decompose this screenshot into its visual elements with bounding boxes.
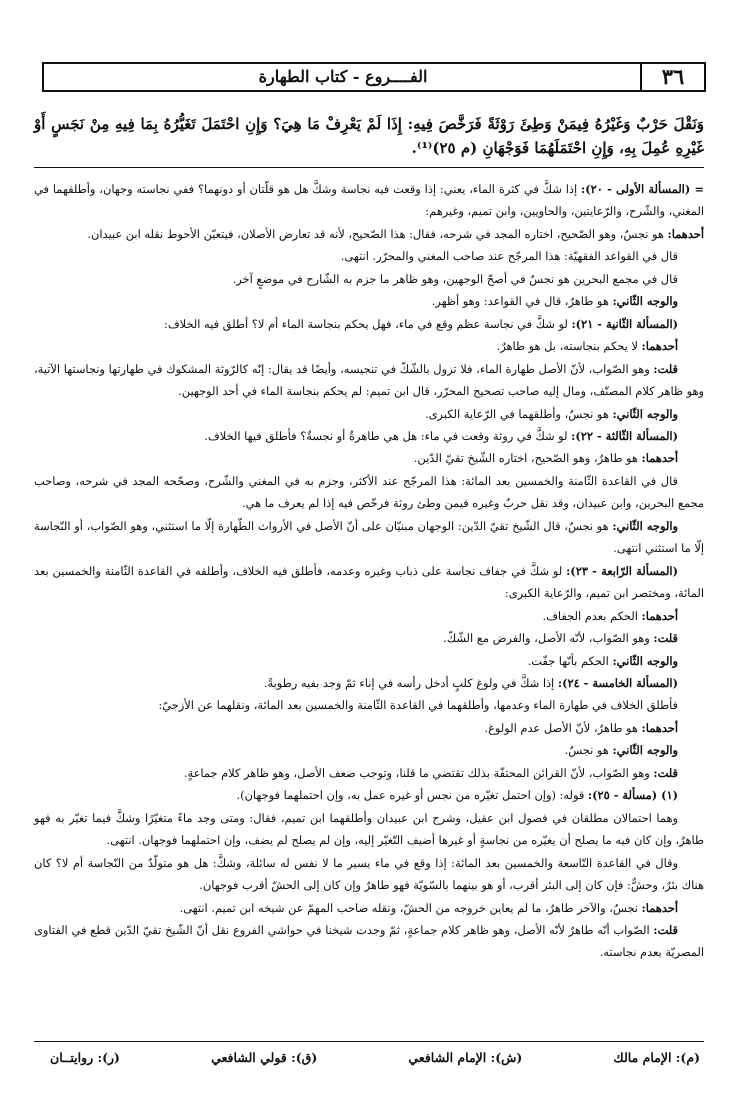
legend-qawlay-shafii: (ق): قولي الشافعي — [211, 1050, 318, 1065]
page-title: الفــــروع - كتاب الطهارة — [258, 67, 428, 86]
paragraph-text: لو شكَّ في جفاف نجاسة على ذباب وغيره وعدمه، فأطلق فيه الخلاف، وأطلقه في القاعدة الثّامنة والخمسين بعد المائة، ومختصر ابن تميم، والرّعاية الكبرى: — [34, 563, 704, 601]
commentary-paragraph — [34, 335, 704, 357]
paragraph-text: هو طاهرٌ، لأنّ الأصل عدم الولوغ. — [484, 720, 642, 735]
commentary-paragraph — [34, 560, 704, 605]
paragraph-text: لو شكَّ في روثة وقعت في ماء: هل هي طاهرةٌ أو نجسةٌ؟ فأطلق فيها الخلاف. — [204, 428, 572, 443]
paragraph-lead: أحدهما: — [641, 339, 678, 354]
paragraph-lead: والوجه الثّاني: — [612, 653, 678, 668]
paragraph-text: نجسٌ، والآخر طاهرٌ، ما لم يعاين خروجه من الحشّ، ونقله صاحب المهمّ عن شيخه ابن تميم. انتهى. — [179, 900, 642, 915]
paragraph-text: هو طاهرٌ، وهو الصّحيح، اختاره الشّيخ تقيّ الدّين. — [413, 451, 642, 466]
commentary-paragraph — [34, 762, 704, 784]
paragraph-lead: والوجه الثّاني: — [612, 406, 678, 421]
commentary-paragraph — [34, 807, 704, 852]
paragraph-text: هو نجسٌ، قال الشّيخ تقيّ الدّين: الوجهان مبنيّان على أنّ الأصل في الأرواث الطّهارة إلّا ما استثني، وهو الصّواب، أو النّجاسة إلّا ما استثني انتهى. — [34, 518, 704, 556]
paragraph-text: فأطلق الخلاف في طهارة الماء وعدمها، وأطلقهما في القاعدة الثّامنة والخمسين بعد المائة، ونقلهما عن الأزجيّ: — [158, 698, 678, 713]
paragraph-lead: أحدهما: — [641, 720, 678, 735]
paragraph-lead: والوجه الثّاني: — [612, 743, 678, 758]
paragraph-lead: قلت: — [653, 631, 678, 646]
paragraph-text: قوله: (وإن احتمل تغيّره من نجس أو غيره عمل به، وإن احتملهما فوجهان). — [236, 788, 588, 803]
paragraph-text: قال في القواعد الفقهيّة: هذا المرجّح عند صاحب المغني والمحرّر. انتهى. — [340, 249, 678, 264]
text-separator — [34, 167, 704, 168]
footer-separator — [34, 1041, 704, 1042]
paragraph-lead: والوجه الثّاني: — [612, 518, 678, 533]
commentary-paragraph — [34, 470, 704, 515]
commentary-section — [34, 178, 704, 964]
paragraph-lead: (المسألة الثّانية - ٢١): — [571, 316, 678, 331]
commentary-paragraph — [34, 403, 704, 425]
commentary-paragraph — [34, 852, 704, 897]
commentary-paragraph — [34, 694, 704, 716]
paragraph-lead: (المسألة الثّالثة - ٢٢): — [571, 428, 678, 443]
commentary-paragraph — [34, 313, 704, 335]
paragraph-lead: قلت: — [653, 922, 678, 937]
paragraph-text: لا يحكم بنجاسته، بل هو طاهرٌ. — [496, 339, 642, 354]
paragraph-text: إذا شكَّ في ولوغ كلبٍ أدخل رأسه في إناء ثمّ وجد بفيه رطوبةً. — [263, 675, 558, 690]
paragraph-lead: = (المسألة الأولى - ٢٠): — [581, 182, 704, 196]
paragraph-text: هو طاهرٌ، قال في القواعد: وهو أظهر. — [431, 294, 613, 309]
commentary-paragraph — [34, 447, 704, 469]
commentary-paragraph — [34, 290, 704, 312]
paragraph-lead: (المسألة الرّابعة - ٢٣): — [566, 563, 678, 578]
commentary-paragraph — [34, 358, 704, 403]
paragraph-text: إذا شكَّ في كثرة الماء، يعني: إذا وقعت فيه نجاسة وشكَّ هل هو قلّتان أو دونهما؟ ففي نجاسته وجهان، وأطلقهما في المغني، والشّرح، والرّعايتين، والحاويين، وابن تميم، وغيرهم: — [34, 182, 704, 219]
paragraph-lead: أحدهما: — [641, 900, 678, 915]
paragraph-lead: قلت: — [653, 361, 678, 376]
paragraph-text: وهو الصّواب، لأنّ الأصل طهارة الماء، فلا تزول بالشّكّ في تنجيسه، وأيضًا قد يقال: إنّه كالرّوثة المشكوك في طهارتها ونجاستها الآتية، وهو ظاهر كلام المصنّف، ومال إليه صاحب تصحيح المحرّر، قال ابن تميم: لم يحكم بنجاسة الماء في أحد الوجهين. — [34, 361, 704, 399]
paragraph-lead: قلت: — [653, 765, 678, 780]
main-text: وَنَقْلَ حَرْبٌ وَغَيْرُهُ فِيمَنْ وَطِئَ رَوْثَةً فَرَخَّصَ فِيهِ: إِذَا لَمْ يَعْرِفْ مَا هِيَ؟ وَإِنِ احْتَمَلَ تَغَيُّرُهُ بِمَا فِيهِ مِنْ نَجَسٍ أَوْ غَيْرِهِ عُمِلَ بِهِ، وَإِنِ احْتَمَلَهُمَا فَوَجْهَانِ (م ٢٥)⁽¹⁾. — [34, 115, 704, 157]
paragraph-text: وقال في القاعدة التّاسعة والخمسين بعد المائة: إذا وقع في ماء يسير ما لا نفس له سائلة، وشكَّ: هل هو متولّدٌ من النّجاسة أم لا؟ كان هناك بئرٌ، وحشٌّ: فإن كان إلى البئر أقرب، أو هو بينهما بالسّويّة فهو طاهرٌ وإن كان إلى الحشّ أقرب فوجهان. — [34, 855, 704, 893]
paragraph-text: قال في القاعدة الثّامنة والخمسين بعد المائة: هذا المرجّح عند الأكثر، وجزم به في المغني والشّرح، وصحّحه المجد في شرحه، وصاحب مجمع البحرين، وابن عبيدان، وقد نقل حربٌ وغيره فيمن وطئ روثة فرخّص فيه إذا لم يعرف ما هي. — [34, 473, 704, 511]
commentary-paragraph — [34, 178, 704, 223]
paragraph-text: وهما احتمالان مطلقان في فصول ابن عقيل، وشرح ابن عبيدان وأطلقهما ابن تميم، فقال: ومتى وجد ماءً متغيّرًا وشكَّ فيما تغيّر به فهو طاهرٌ، وإن كان فيه ما يصلح أن يغيّره من نجاسةٍ أو غيرها أضيف التّغيّر إليه، وإن لم يصلح لم يضف، وإن احتملهما فوجهان. انتهى. — [34, 810, 704, 848]
commentary-paragraph — [34, 605, 704, 627]
commentary-paragraph — [34, 919, 704, 964]
legend-riwayatan: (ر): روايتــان — [50, 1050, 120, 1065]
page-number: ٣٦ — [640, 64, 704, 90]
paragraph-lead: والوجه الثّاني: — [612, 294, 678, 309]
paragraph-text: هو نجسٌ، وأطلقهما في الرّعاية الكبرى. — [424, 406, 613, 421]
commentary-paragraph — [34, 784, 704, 806]
paragraph-lead: (المسألة الخامسة - ٢٤): — [557, 675, 678, 690]
commentary-paragraph — [34, 672, 704, 694]
paragraph-text: الصّواب أنّه طاهرٌ لأنّه الأصل، وهو ظاهر كلام جماعةٍ، ثمّ وجدت شيخنا في حواشي الفروع نقل أنّ الشّيخ تقيّ الدّين قطع في الفتاوى المصريّة بعدم نجاسته. — [34, 922, 704, 960]
commentary-paragraph — [34, 268, 704, 290]
commentary-paragraph — [34, 650, 704, 672]
commentary-paragraph — [34, 425, 704, 447]
commentary-paragraph — [34, 515, 704, 560]
paragraph-lead: أحدهما: — [641, 608, 678, 623]
paragraph-text: لو شكَّ في نجاسة عظم وقع في ماء، فهل يحكم بنجاسة الماء أم لا؟ أطلق فيه الخلاف: — [164, 316, 572, 331]
paragraph-text: هو نجسٌ. — [564, 743, 613, 758]
paragraph-text: وهو الصّواب، لأنّ القرائن المحتفّة بذلك تقتضي ما قلنا، وتوجب ضعف الأصل، وهو ظاهر كلام جماعةٍ. — [183, 765, 654, 780]
commentary-paragraph — [34, 897, 704, 919]
commentary-paragraph — [34, 627, 704, 649]
legend-malik: (م): الإمام مالك — [613, 1050, 700, 1065]
paragraph-text: هو نجسٌ، وهو الصّحيح، اختاره المجد في شرحه، فقال: هذا الصّحيح، لأنه قد تعارض الأصلان، فيتعيّن الأحوط نقله ابن عبيدان. — [87, 226, 668, 241]
page-header — [42, 62, 706, 92]
paragraph-lead: أحدهما: — [667, 226, 704, 241]
paragraph-text: وهو الصّواب، لأنّه الأصل، والفرض مع الشّكّ. — [443, 631, 654, 646]
paragraph-text: الحكم بأنّها جفّت. — [527, 653, 613, 668]
commentary-paragraph — [34, 717, 704, 739]
paragraph-lead: أحدهما: — [641, 451, 678, 466]
commentary-paragraph — [34, 223, 704, 245]
abbreviation-legend — [50, 1046, 700, 1070]
paragraph-text: قال في مجمع البحرين هو نجسٌ في أصحّ الوجهين، وهو ظاهر ما جزم به الشّارح في موضعٍ آخر. — [232, 271, 678, 286]
commentary-paragraph — [34, 245, 704, 267]
paragraph-text: الحكم بعدم الجفاف. — [542, 608, 642, 623]
legend-shafii: (ش): الإمام الشافعي — [408, 1050, 523, 1065]
commentary-paragraph — [34, 739, 704, 761]
paragraph-lead: (١) (مسألة - ٢٥): — [587, 788, 678, 803]
